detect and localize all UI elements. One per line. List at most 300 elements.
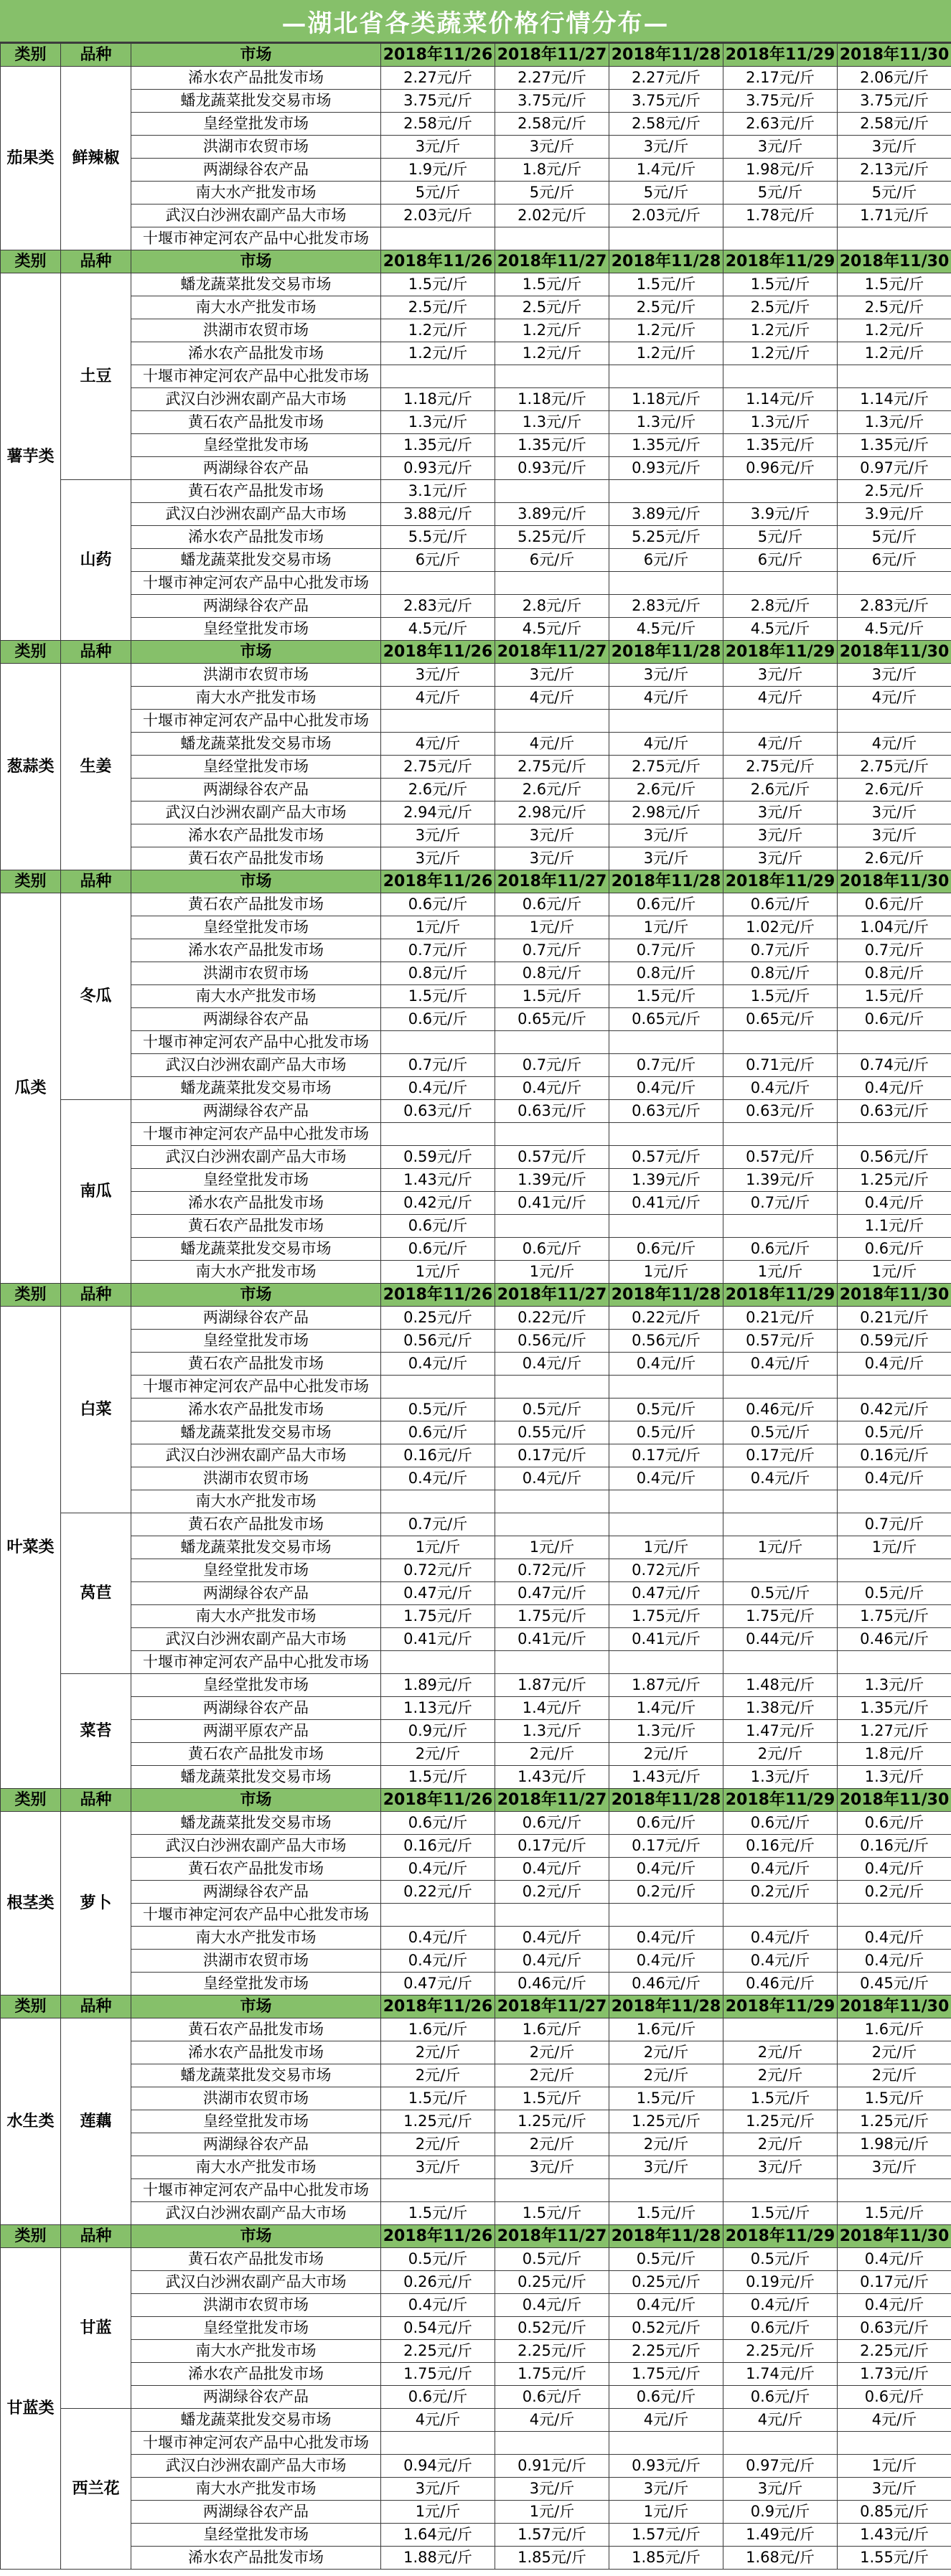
header-date: 2018年11/27 — [495, 641, 609, 664]
market-cell: 十堰市神定河农产品中心批发市场 — [131, 1123, 381, 1146]
price-cell — [609, 1031, 723, 1054]
table-row — [1, 319, 951, 342]
price-cell: 1.5元/斤 — [838, 2202, 951, 2225]
price-cell: 2.5元/斤 — [838, 296, 951, 319]
price-cell: 1.2元/斤 — [838, 342, 951, 365]
price-cell: 3元/斤 — [723, 824, 838, 847]
price-cell: 0.5元/斤 — [609, 1399, 723, 1421]
price-cell: 0.93元/斤 — [609, 2455, 723, 2478]
category-cell: 瓜类 — [1, 893, 61, 1284]
table-row — [1, 1559, 951, 1582]
table-row — [1, 824, 951, 847]
price-cell: 1元/斤 — [838, 1261, 951, 1284]
market-cell: 十堰市神定河农产品中心批发市场 — [131, 1651, 381, 1674]
price-cell: 0.4元/斤 — [381, 1950, 495, 1973]
price-cell: 4元/斤 — [838, 733, 951, 756]
price-cell — [609, 1513, 723, 1536]
price-cell — [838, 572, 951, 595]
price-cell — [838, 2432, 951, 2455]
market-cell: 十堰市神定河农产品中心批发市场 — [131, 1904, 381, 1927]
price-cell: 2元/斤 — [381, 2133, 495, 2156]
section-header-row — [1, 250, 951, 273]
price-cell: 0.5元/斤 — [723, 1582, 838, 1605]
market-cell: 武汉白沙洲农副产品大市场 — [131, 205, 381, 227]
price-cell: 2.63元/斤 — [723, 113, 838, 136]
price-cell: 4元/斤 — [723, 687, 838, 710]
price-cell: 3元/斤 — [495, 664, 609, 687]
price-cell: 0.26元/斤 — [381, 2271, 495, 2294]
table-row — [1, 1399, 951, 1421]
header-date: 2018年11/30 — [838, 1789, 951, 1812]
market-cell: 十堰市神定河农产品中心批发市场 — [131, 2432, 381, 2455]
table-row — [1, 1536, 951, 1559]
price-cell — [495, 572, 609, 595]
price-cell: 0.65元/斤 — [495, 1008, 609, 1031]
price-cell: 1元/斤 — [609, 916, 723, 939]
market-cell: 蟠龙蔬菜批发交易市场 — [131, 733, 381, 756]
price-table — [0, 43, 951, 2570]
market-cell: 南大水产批发市场 — [131, 182, 381, 205]
price-cell: 0.6元/斤 — [838, 1238, 951, 1261]
price-cell — [609, 1376, 723, 1399]
price-cell — [609, 2432, 723, 2455]
price-cell: 0.7元/斤 — [723, 1192, 838, 1215]
market-cell: 南大水产批发市场 — [131, 1927, 381, 1950]
table-row — [1, 1169, 951, 1192]
table-row — [1, 1651, 951, 1674]
price-cell: 1元/斤 — [609, 1261, 723, 1284]
price-cell: 1.25元/斤 — [723, 2110, 838, 2133]
price-cell: 2.75元/斤 — [723, 756, 838, 779]
header-variety: 品种 — [61, 1284, 131, 1307]
price-cell: 0.6元/斤 — [838, 2386, 951, 2409]
price-cell — [495, 2179, 609, 2202]
market-cell: 武汉白沙洲农副产品大市场 — [131, 2271, 381, 2294]
price-cell: 1.75元/斤 — [723, 1605, 838, 1628]
price-cell — [838, 1651, 951, 1674]
price-cell — [495, 710, 609, 733]
table-row — [1, 1146, 951, 1169]
price-cell: 0.9元/斤 — [381, 1720, 495, 1743]
price-cell: 2.75元/斤 — [381, 756, 495, 779]
market-cell: 南大水产批发市场 — [131, 1605, 381, 1628]
price-cell: 1.75元/斤 — [381, 1605, 495, 1628]
price-cell: 0.57元/斤 — [723, 1146, 838, 1169]
price-cell: 1.02元/斤 — [723, 916, 838, 939]
market-cell: 洪湖市农贸市场 — [131, 2087, 381, 2110]
market-cell: 皇经堂批发市场 — [131, 1674, 381, 1697]
price-cell — [609, 227, 723, 250]
table-row — [1, 457, 951, 480]
price-cell: 0.6元/斤 — [381, 893, 495, 916]
price-cell: 2.25元/斤 — [838, 2340, 951, 2363]
price-cell: 2.13元/斤 — [838, 159, 951, 182]
price-cell: 1元/斤 — [381, 1536, 495, 1559]
price-cell: 0.6元/斤 — [838, 1812, 951, 1835]
price-cell: 1.5元/斤 — [723, 2202, 838, 2225]
header-market: 市场 — [131, 2225, 381, 2248]
header-date: 2018年11/28 — [609, 44, 723, 67]
price-cell: 2.5元/斤 — [495, 296, 609, 319]
table-row — [1, 2064, 951, 2087]
table-row — [1, 2317, 951, 2340]
price-cell: 1.6元/斤 — [609, 2018, 723, 2041]
price-cell: 5.25元/斤 — [609, 526, 723, 549]
price-cell: 3元/斤 — [723, 802, 838, 824]
price-cell: 1.49元/斤 — [723, 2524, 838, 2547]
price-cell: 3元/斤 — [609, 664, 723, 687]
category-cell: 水生类 — [1, 2018, 61, 2225]
market-cell: 皇经堂批发市场 — [131, 2317, 381, 2340]
price-cell: 1.89元/斤 — [381, 1674, 495, 1697]
price-cell: 0.16元/斤 — [838, 1444, 951, 1467]
price-cell: 2.06元/斤 — [838, 67, 951, 90]
market-cell: 浠水农产品批发市场 — [131, 342, 381, 365]
price-cell — [495, 1376, 609, 1399]
price-cell: 1.47元/斤 — [723, 1720, 838, 1743]
market-cell: 武汉白沙洲农副产品大市场 — [131, 388, 381, 411]
price-cell: 5元/斤 — [381, 182, 495, 205]
market-cell: 洪湖市农贸市场 — [131, 962, 381, 985]
price-cell — [381, 1651, 495, 1674]
price-cell — [381, 710, 495, 733]
price-cell: 0.56元/斤 — [381, 1330, 495, 1353]
header-market: 市场 — [131, 1996, 381, 2018]
price-cell: 0.93元/斤 — [381, 457, 495, 480]
price-cell — [838, 227, 951, 250]
price-cell: 0.8元/斤 — [723, 962, 838, 985]
header-variety: 品种 — [61, 1996, 131, 2018]
price-cell: 0.5元/斤 — [381, 2248, 495, 2271]
section-header-row — [1, 1996, 951, 2018]
price-cell: 2.83元/斤 — [838, 595, 951, 618]
price-cell: 0.4元/斤 — [495, 1927, 609, 1950]
price-cell: 0.4元/斤 — [495, 1858, 609, 1881]
market-cell: 皇经堂批发市场 — [131, 2524, 381, 2547]
market-cell: 浠水农产品批发市场 — [131, 2041, 381, 2064]
header-market: 市场 — [131, 641, 381, 664]
price-cell — [381, 572, 495, 595]
price-cell: 0.16元/斤 — [723, 1835, 838, 1858]
price-cell — [838, 1904, 951, 1927]
price-cell: 0.4元/斤 — [723, 1858, 838, 1881]
header-date: 2018年11/29 — [723, 1996, 838, 2018]
price-cell: 3.75元/斤 — [723, 90, 838, 113]
price-cell: 0.72元/斤 — [381, 1559, 495, 1582]
price-cell: 1.39元/斤 — [495, 1169, 609, 1192]
header-date: 2018年11/28 — [609, 1284, 723, 1307]
header-variety: 品种 — [61, 641, 131, 664]
market-cell: 两湖绿谷农产品 — [131, 1100, 381, 1123]
price-cell: 1.71元/斤 — [838, 205, 951, 227]
table-row — [1, 1605, 951, 1628]
price-cell — [723, 1559, 838, 1582]
price-cell: 4.5元/斤 — [381, 618, 495, 641]
price-cell — [495, 480, 609, 503]
table-row — [1, 1238, 951, 1261]
price-cell: 1.4元/斤 — [495, 1697, 609, 1720]
price-cell: 1.5元/斤 — [381, 1766, 495, 1789]
table-row — [1, 1123, 951, 1146]
price-cell: 2.58元/斤 — [838, 113, 951, 136]
price-cell: 0.4元/斤 — [838, 1077, 951, 1100]
section-header-row — [1, 641, 951, 664]
price-cell — [495, 1031, 609, 1054]
price-cell — [381, 2179, 495, 2202]
price-cell: 0.85元/斤 — [838, 2501, 951, 2524]
price-cell — [381, 1376, 495, 1399]
variety-cell: 冬瓜 — [61, 893, 131, 1100]
price-cell: 0.54元/斤 — [381, 2317, 495, 2340]
header-variety: 品种 — [61, 250, 131, 273]
price-cell: 0.8元/斤 — [495, 962, 609, 985]
price-cell: 2.75元/斤 — [838, 756, 951, 779]
table-row — [1, 916, 951, 939]
table-row — [1, 1582, 951, 1605]
price-cell: 1.25元/斤 — [609, 2110, 723, 2133]
table-row — [1, 273, 951, 296]
price-cell: 1.5元/斤 — [609, 273, 723, 296]
table-row — [1, 1720, 951, 1743]
market-cell: 蟠龙蔬菜批发交易市场 — [131, 273, 381, 296]
price-cell: 1.2元/斤 — [723, 319, 838, 342]
market-cell: 蟠龙蔬菜批发交易市场 — [131, 1421, 381, 1444]
market-cell: 十堰市神定河农产品中心批发市场 — [131, 1031, 381, 1054]
price-cell: 0.4元/斤 — [723, 1077, 838, 1100]
header-date: 2018年11/30 — [838, 250, 951, 273]
price-cell: 0.41元/斤 — [609, 1192, 723, 1215]
price-cell: 0.63元/斤 — [381, 1100, 495, 1123]
price-cell: 1.75元/斤 — [381, 2363, 495, 2386]
header-date: 2018年11/28 — [609, 1996, 723, 2018]
price-cell: 0.55元/斤 — [495, 1421, 609, 1444]
price-cell: 0.6元/斤 — [381, 1008, 495, 1031]
table-row — [1, 1215, 951, 1238]
price-cell: 0.4元/斤 — [838, 1467, 951, 1490]
header-date: 2018年11/27 — [495, 1284, 609, 1307]
price-cell: 2元/斤 — [723, 2133, 838, 2156]
header-date: 2018年11/26 — [381, 1996, 495, 2018]
price-cell: 1元/斤 — [723, 1536, 838, 1559]
price-cell: 0.56元/斤 — [609, 1330, 723, 1353]
price-cell: 1.6元/斤 — [381, 2018, 495, 2041]
price-cell: 1.5元/斤 — [381, 273, 495, 296]
price-cell: 1元/斤 — [609, 1536, 723, 1559]
price-cell: 0.44元/斤 — [723, 1628, 838, 1651]
price-cell: 5.5元/斤 — [381, 526, 495, 549]
price-cell: 1.25元/斤 — [838, 1169, 951, 1192]
table-row — [1, 733, 951, 756]
price-cell: 0.5元/斤 — [838, 1582, 951, 1605]
table-row — [1, 159, 951, 182]
market-cell: 黄石农产品批发市场 — [131, 411, 381, 434]
price-cell: 3元/斤 — [381, 136, 495, 159]
price-cell: 1.57元/斤 — [609, 2524, 723, 2547]
price-cell: 0.8元/斤 — [381, 962, 495, 985]
price-cell — [609, 572, 723, 595]
header-date: 2018年11/26 — [381, 1284, 495, 1307]
header-variety: 品种 — [61, 870, 131, 893]
price-cell: 1.43元/斤 — [381, 1169, 495, 1192]
price-cell: 1元/斤 — [495, 916, 609, 939]
table-row — [1, 2018, 951, 2041]
market-cell: 南大水产批发市场 — [131, 2340, 381, 2363]
price-cell: 4元/斤 — [609, 2409, 723, 2432]
table-row — [1, 1077, 951, 1100]
price-cell: 2元/斤 — [838, 2064, 951, 2087]
price-cell: 0.6元/斤 — [495, 1238, 609, 1261]
price-cell: 1元/斤 — [838, 1536, 951, 1559]
table-row — [1, 388, 951, 411]
table-row — [1, 1513, 951, 1536]
price-cell: 0.6元/斤 — [838, 893, 951, 916]
price-cell: 0.4元/斤 — [838, 1192, 951, 1215]
price-cell — [723, 2432, 838, 2455]
header-date: 2018年11/27 — [495, 2225, 609, 2248]
header-category: 类别 — [1, 641, 61, 664]
price-cell: 1.75元/斤 — [495, 2363, 609, 2386]
category-cell: 茄果类 — [1, 67, 61, 250]
header-date: 2018年11/30 — [838, 870, 951, 893]
price-cell: 6元/斤 — [495, 549, 609, 572]
market-cell: 皇经堂批发市场 — [131, 1973, 381, 1996]
price-cell: 3.89元/斤 — [495, 503, 609, 526]
price-cell: 2.8元/斤 — [723, 595, 838, 618]
price-cell: 0.6元/斤 — [723, 1238, 838, 1261]
market-cell: 蟠龙蔬菜批发交易市场 — [131, 90, 381, 113]
table-row — [1, 2133, 951, 2156]
market-cell: 两湖平原农产品 — [131, 1720, 381, 1743]
price-cell: 3元/斤 — [609, 2478, 723, 2501]
price-cell: 3元/斤 — [381, 2156, 495, 2179]
price-cell — [495, 1513, 609, 1536]
market-cell: 皇经堂批发市场 — [131, 756, 381, 779]
market-cell: 武汉白沙洲农副产品大市场 — [131, 1835, 381, 1858]
price-cell: 0.4元/斤 — [838, 1927, 951, 1950]
market-cell: 蟠龙蔬菜批发交易市场 — [131, 1812, 381, 1835]
market-cell: 浠水农产品批发市场 — [131, 824, 381, 847]
market-cell: 两湖绿谷农产品 — [131, 595, 381, 618]
table-row — [1, 1674, 951, 1697]
price-cell: 0.71元/斤 — [723, 1054, 838, 1077]
price-cell: 3元/斤 — [495, 847, 609, 870]
market-cell: 黄石农产品批发市场 — [131, 1743, 381, 1766]
table-row — [1, 2202, 951, 2225]
price-cell: 1.13元/斤 — [381, 1697, 495, 1720]
price-cell: 0.22元/斤 — [609, 1307, 723, 1330]
market-cell: 武汉白沙洲农副产品大市场 — [131, 1628, 381, 1651]
price-cell: 0.94元/斤 — [381, 2455, 495, 2478]
price-cell: 0.2元/斤 — [609, 1881, 723, 1904]
price-cell: 0.4元/斤 — [723, 2294, 838, 2317]
price-cell: 2.6元/斤 — [723, 779, 838, 802]
price-cell: 0.4元/斤 — [381, 1858, 495, 1881]
price-cell: 1.3元/斤 — [495, 1720, 609, 1743]
header-market: 市场 — [131, 1789, 381, 1812]
header-date: 2018年11/26 — [381, 250, 495, 273]
price-cell: 0.17元/斤 — [723, 1444, 838, 1467]
market-cell: 洪湖市农贸市场 — [131, 1467, 381, 1490]
header-date: 2018年11/27 — [495, 870, 609, 893]
price-cell: 1.9元/斤 — [381, 159, 495, 182]
price-cell: 2.25元/斤 — [723, 2340, 838, 2363]
table-row — [1, 136, 951, 159]
price-cell: 2元/斤 — [381, 2064, 495, 2087]
price-cell: 3元/斤 — [838, 136, 951, 159]
market-cell: 黄石农产品批发市场 — [131, 1858, 381, 1881]
price-cell: 5.25元/斤 — [495, 526, 609, 549]
table-row — [1, 2478, 951, 2501]
price-cell: 0.7元/斤 — [723, 939, 838, 962]
price-cell: 3元/斤 — [723, 2156, 838, 2179]
price-cell: 4.5元/斤 — [723, 618, 838, 641]
price-cell — [609, 2179, 723, 2202]
price-cell — [723, 1376, 838, 1399]
price-cell: 3元/斤 — [381, 664, 495, 687]
price-cell: 1.48元/斤 — [723, 1674, 838, 1697]
header-date: 2018年11/29 — [723, 870, 838, 893]
market-cell: 蟠龙蔬菜批发交易市场 — [131, 1238, 381, 1261]
section-header-row — [1, 870, 951, 893]
price-cell: 1.27元/斤 — [838, 1720, 951, 1743]
price-cell: 1.6元/斤 — [838, 2018, 951, 2041]
price-cell: 0.63元/斤 — [723, 1100, 838, 1123]
market-cell: 皇经堂批发市场 — [131, 2110, 381, 2133]
header-date: 2018年11/26 — [381, 1789, 495, 1812]
price-cell: 1.8元/斤 — [838, 1743, 951, 1766]
price-cell: 2.27元/斤 — [609, 67, 723, 90]
price-cell: 0.46元/斤 — [609, 1973, 723, 1996]
price-cell: 1.5元/斤 — [838, 2087, 951, 2110]
price-cell: 1.38元/斤 — [723, 1697, 838, 1720]
header-variety: 品种 — [61, 2225, 131, 2248]
price-cell: 1.2元/斤 — [723, 342, 838, 365]
price-cell — [838, 2179, 951, 2202]
price-cell — [723, 1513, 838, 1536]
price-cell — [723, 1490, 838, 1513]
market-cell: 蟠龙蔬菜批发交易市场 — [131, 2409, 381, 2432]
price-cell: 3元/斤 — [723, 136, 838, 159]
price-cell: 0.5元/斤 — [723, 1421, 838, 1444]
price-cell: 2元/斤 — [609, 2064, 723, 2087]
price-cell: 0.57元/斤 — [723, 1330, 838, 1353]
market-cell: 洪湖市农贸市场 — [131, 319, 381, 342]
table-row — [1, 1858, 951, 1881]
market-cell: 黄石农产品批发市场 — [131, 1513, 381, 1536]
header-date: 2018年11/26 — [381, 870, 495, 893]
price-cell: 0.22元/斤 — [381, 1881, 495, 1904]
market-cell: 十堰市神定河农产品中心批发市场 — [131, 365, 381, 388]
table-row — [1, 480, 951, 503]
table-row — [1, 90, 951, 113]
market-cell: 蟠龙蔬菜批发交易市场 — [131, 1077, 381, 1100]
price-cell — [838, 1123, 951, 1146]
price-cell: 0.4元/斤 — [495, 1950, 609, 1973]
price-cell: 0.4元/斤 — [495, 1353, 609, 1376]
price-cell: 0.72元/斤 — [609, 1559, 723, 1582]
variety-cell: 生姜 — [61, 664, 131, 870]
price-cell: 2.5元/斤 — [381, 296, 495, 319]
price-cell — [723, 1123, 838, 1146]
table-row — [1, 2432, 951, 2455]
price-cell: 0.59元/斤 — [838, 1330, 951, 1353]
table-row — [1, 1973, 951, 1996]
table-row — [1, 687, 951, 710]
market-cell: 浠水农产品批发市场 — [131, 2547, 381, 2570]
price-cell: 2元/斤 — [495, 1743, 609, 1766]
market-cell: 皇经堂批发市场 — [131, 916, 381, 939]
price-cell: 3元/斤 — [723, 847, 838, 870]
